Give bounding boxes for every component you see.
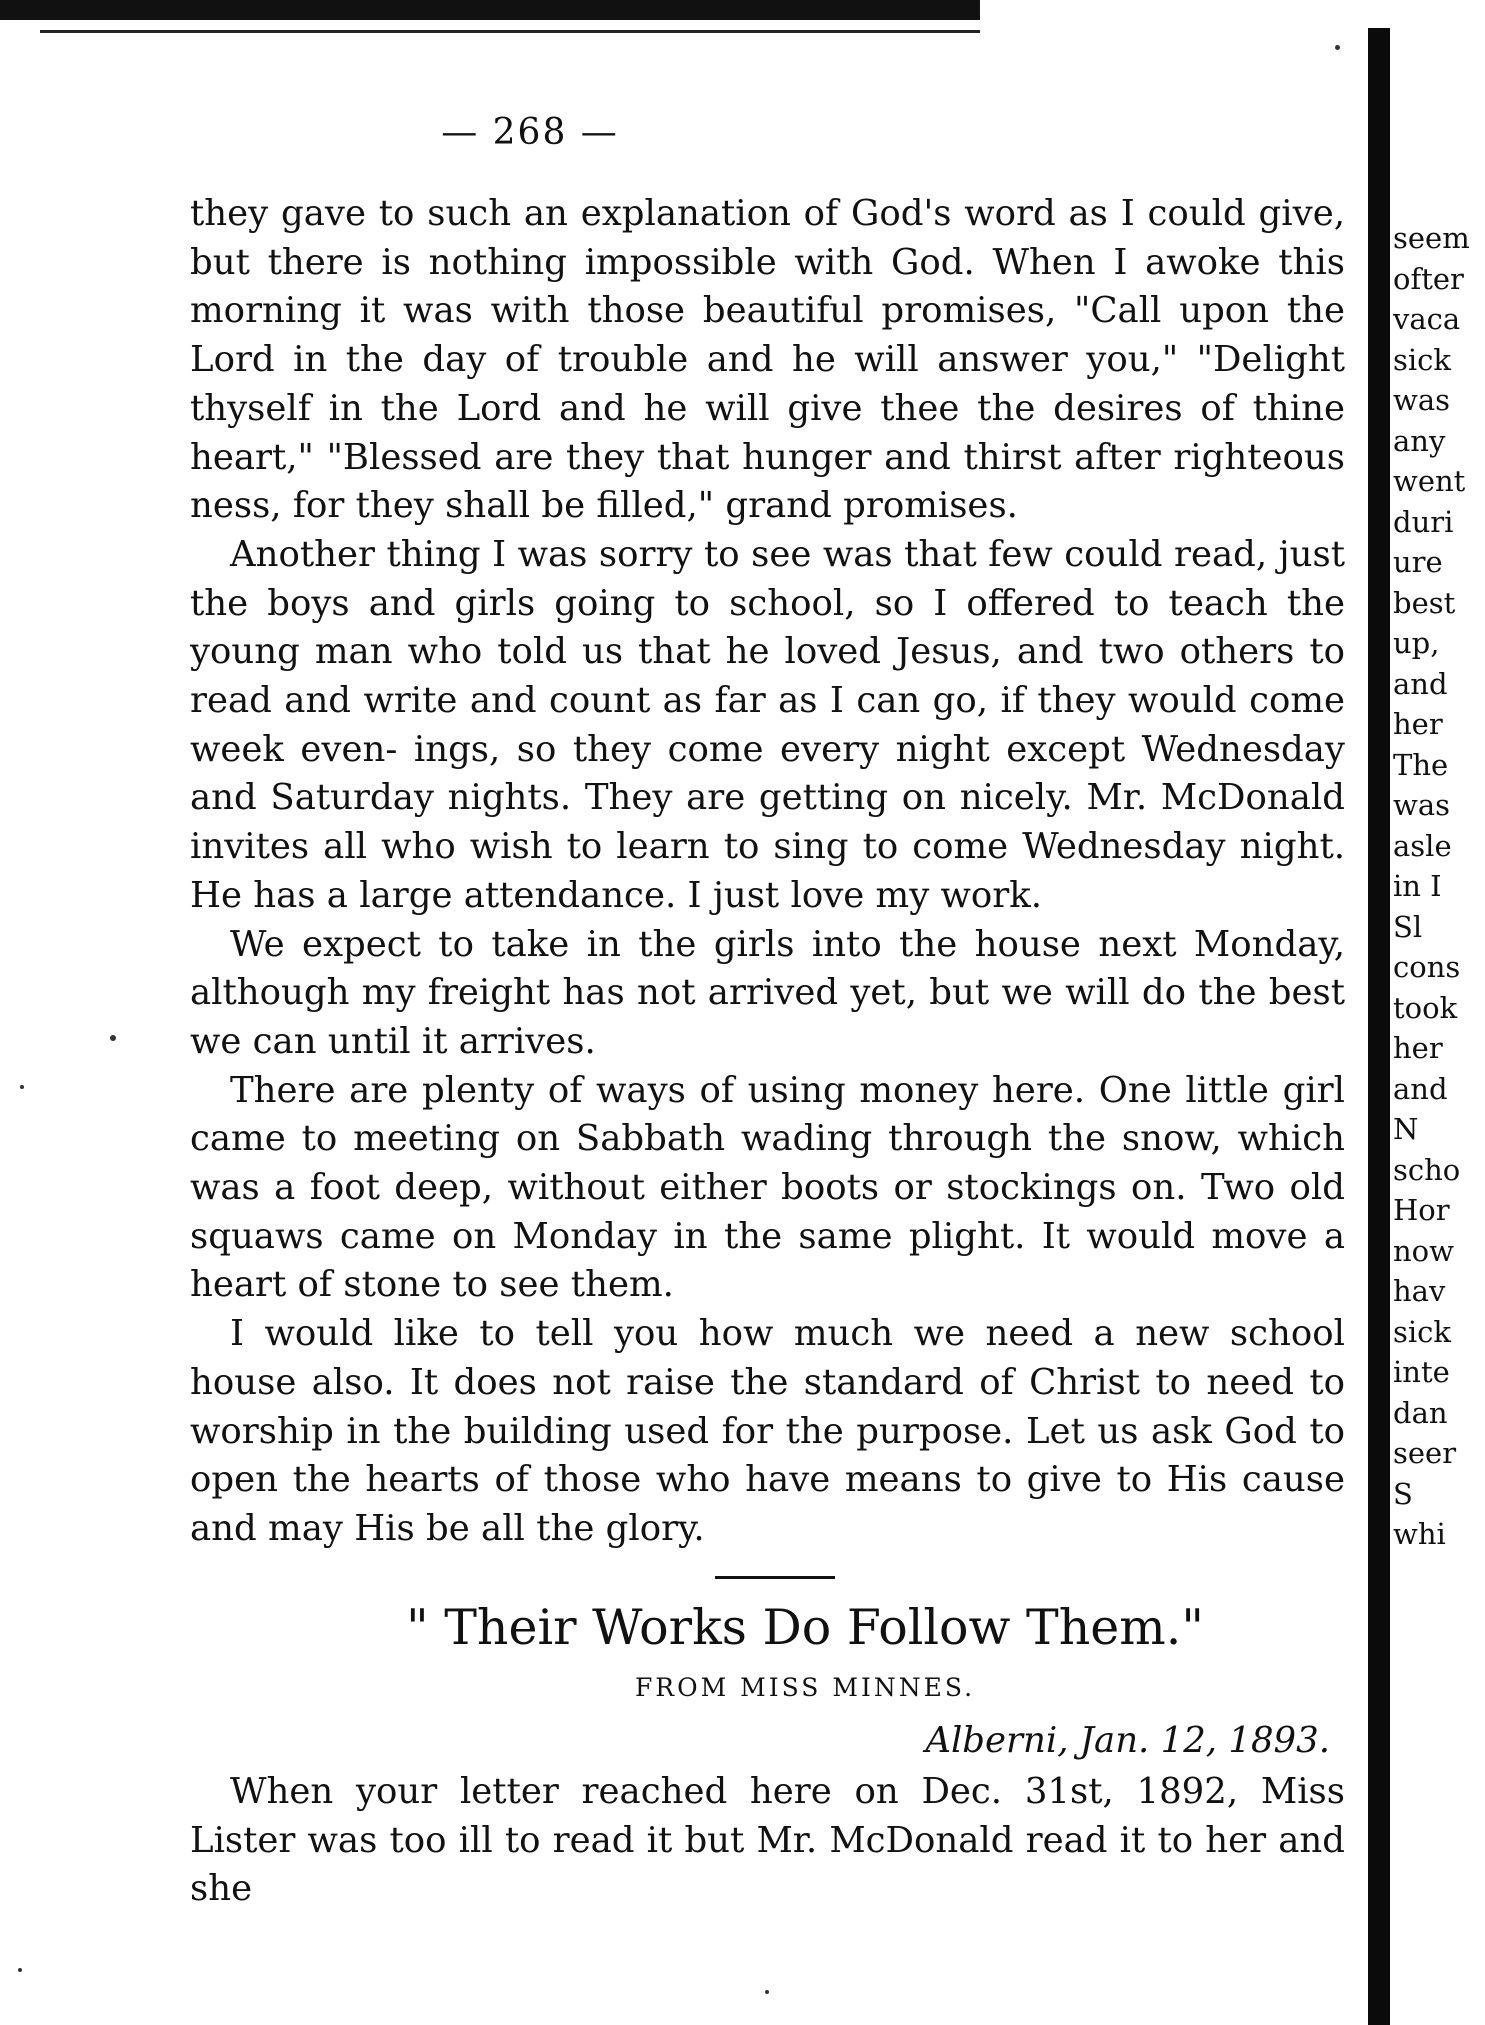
paragraph: There are plenty of ways of using money here. One little girl came to meeting on Sabbath wading through the snow, which was a foot deep, without either boots or stockings on. Two old squaws came on Monday in the same plight. It would move a heart of stone to see them. [190,1069,1345,1306]
article-body [190,190,1345,1554]
paragraph: I would like to tell you how much we need a new school house also. It does not raise the standard of Christ to need to worship in the building used for the purpose. Let us ask God to open the hearts of those who have means to give to His cause and may His be all the glory. [190,1313,1345,1549]
page-number: — 268 — [441,112,619,153]
side-fragment: and [1393,666,1448,701]
side-fragment: took [1393,990,1458,1025]
side-fragment: up, [1393,626,1440,660]
side-fragment: went [1393,464,1466,498]
section-divider [715,1576,835,1579]
side-fragment: her [1393,1031,1443,1065]
side-fragment: was [1393,383,1450,417]
side-fragment: her [1393,707,1443,741]
side-fragment: ofter [1393,261,1464,296]
section-subtitle: FROM MISS MINNES. [634,1673,976,1702]
side-fragment: was [1393,788,1450,822]
paragraph: When your letter reached here on Dec. 31st, 1892, Miss Lister was too ill to read it but Mr. McDonald read it to her and she [190,1771,1345,1910]
side-fragment: sick [1393,1314,1451,1349]
side-fragment: dan [1393,1395,1448,1430]
side-fragment: Sl [1393,909,1423,944]
top-rule [0,0,980,20]
paragraph: We expect to take in the girls into the house next Monday, although my freight has not arrived yet, but we will do the best we can until it arrives. [190,923,1345,1062]
side-fragment: in I [1393,869,1442,903]
side-fragment: scho [1393,1152,1461,1187]
side-fragment: duri [1393,504,1454,539]
side-fragment: The [1393,747,1449,782]
side-fragment: seem [1393,221,1470,255]
scan-speck [765,1990,769,1994]
side-fragment: whi [1393,1517,1446,1551]
letter-body [190,1768,1345,1914]
side-fragment: sick [1393,342,1451,377]
side-fragment: best [1393,585,1456,620]
scan-speck [18,1968,22,1972]
paragraph: they gave to such an explanation of God's word as I could give, but there is nothing impossible with God. When I awoke this morning it was with those beautiful promises, "Call upon the Lord in the day of trouble and he will answer you," "Delight thyself in the Lord and he will give thee the desires of thine heart," "Blessed are they that hunger and thirst after righteous ness, for they shall be filled," grand promises. [190,193,1345,527]
adjacent-page-fragments [1393,218,1485,1555]
side-fragment: vaca [1393,302,1461,336]
binding-shadow [1368,28,1390,2025]
side-fragment: any [1393,423,1446,458]
side-fragment: S [1393,1476,1413,1511]
side-fragment: cons [1393,950,1461,984]
section-title: " Their Works Do Follow Them." [406,1599,1204,1656]
scan-speck [20,1085,24,1089]
side-fragment: now [1393,1233,1454,1268]
side-fragment: and [1393,1071,1448,1106]
scan-speck [110,1035,116,1041]
top-rule-thin [40,30,980,33]
side-fragment: hav [1393,1274,1446,1308]
paragraph: Another thing I was sorry to see was that few could read, just the boys and girls going to school, so I offered to teach the young man who told us that he loved Jesus, and two others to read and write and count as far as I can go, if they would come week even- ings, so they come every night except Wednesday and Saturday nights. They are getting on nicely. Mr. McDonald invites all who wish to learn to sing to come Wednesday night. He has a large attendance. I just love my work. [190,533,1345,916]
side-fragment: inte [1393,1355,1450,1389]
side-fragment: Hor [1393,1193,1450,1227]
side-fragment: N [1393,1112,1419,1146]
dateline: Alberni, Jan. 12, 1893. [925,1720,1330,1761]
side-fragment: ure [1393,545,1443,579]
side-fragment: asle [1393,828,1452,863]
scan-speck [1335,45,1340,50]
side-fragment: seer [1393,1436,1457,1470]
